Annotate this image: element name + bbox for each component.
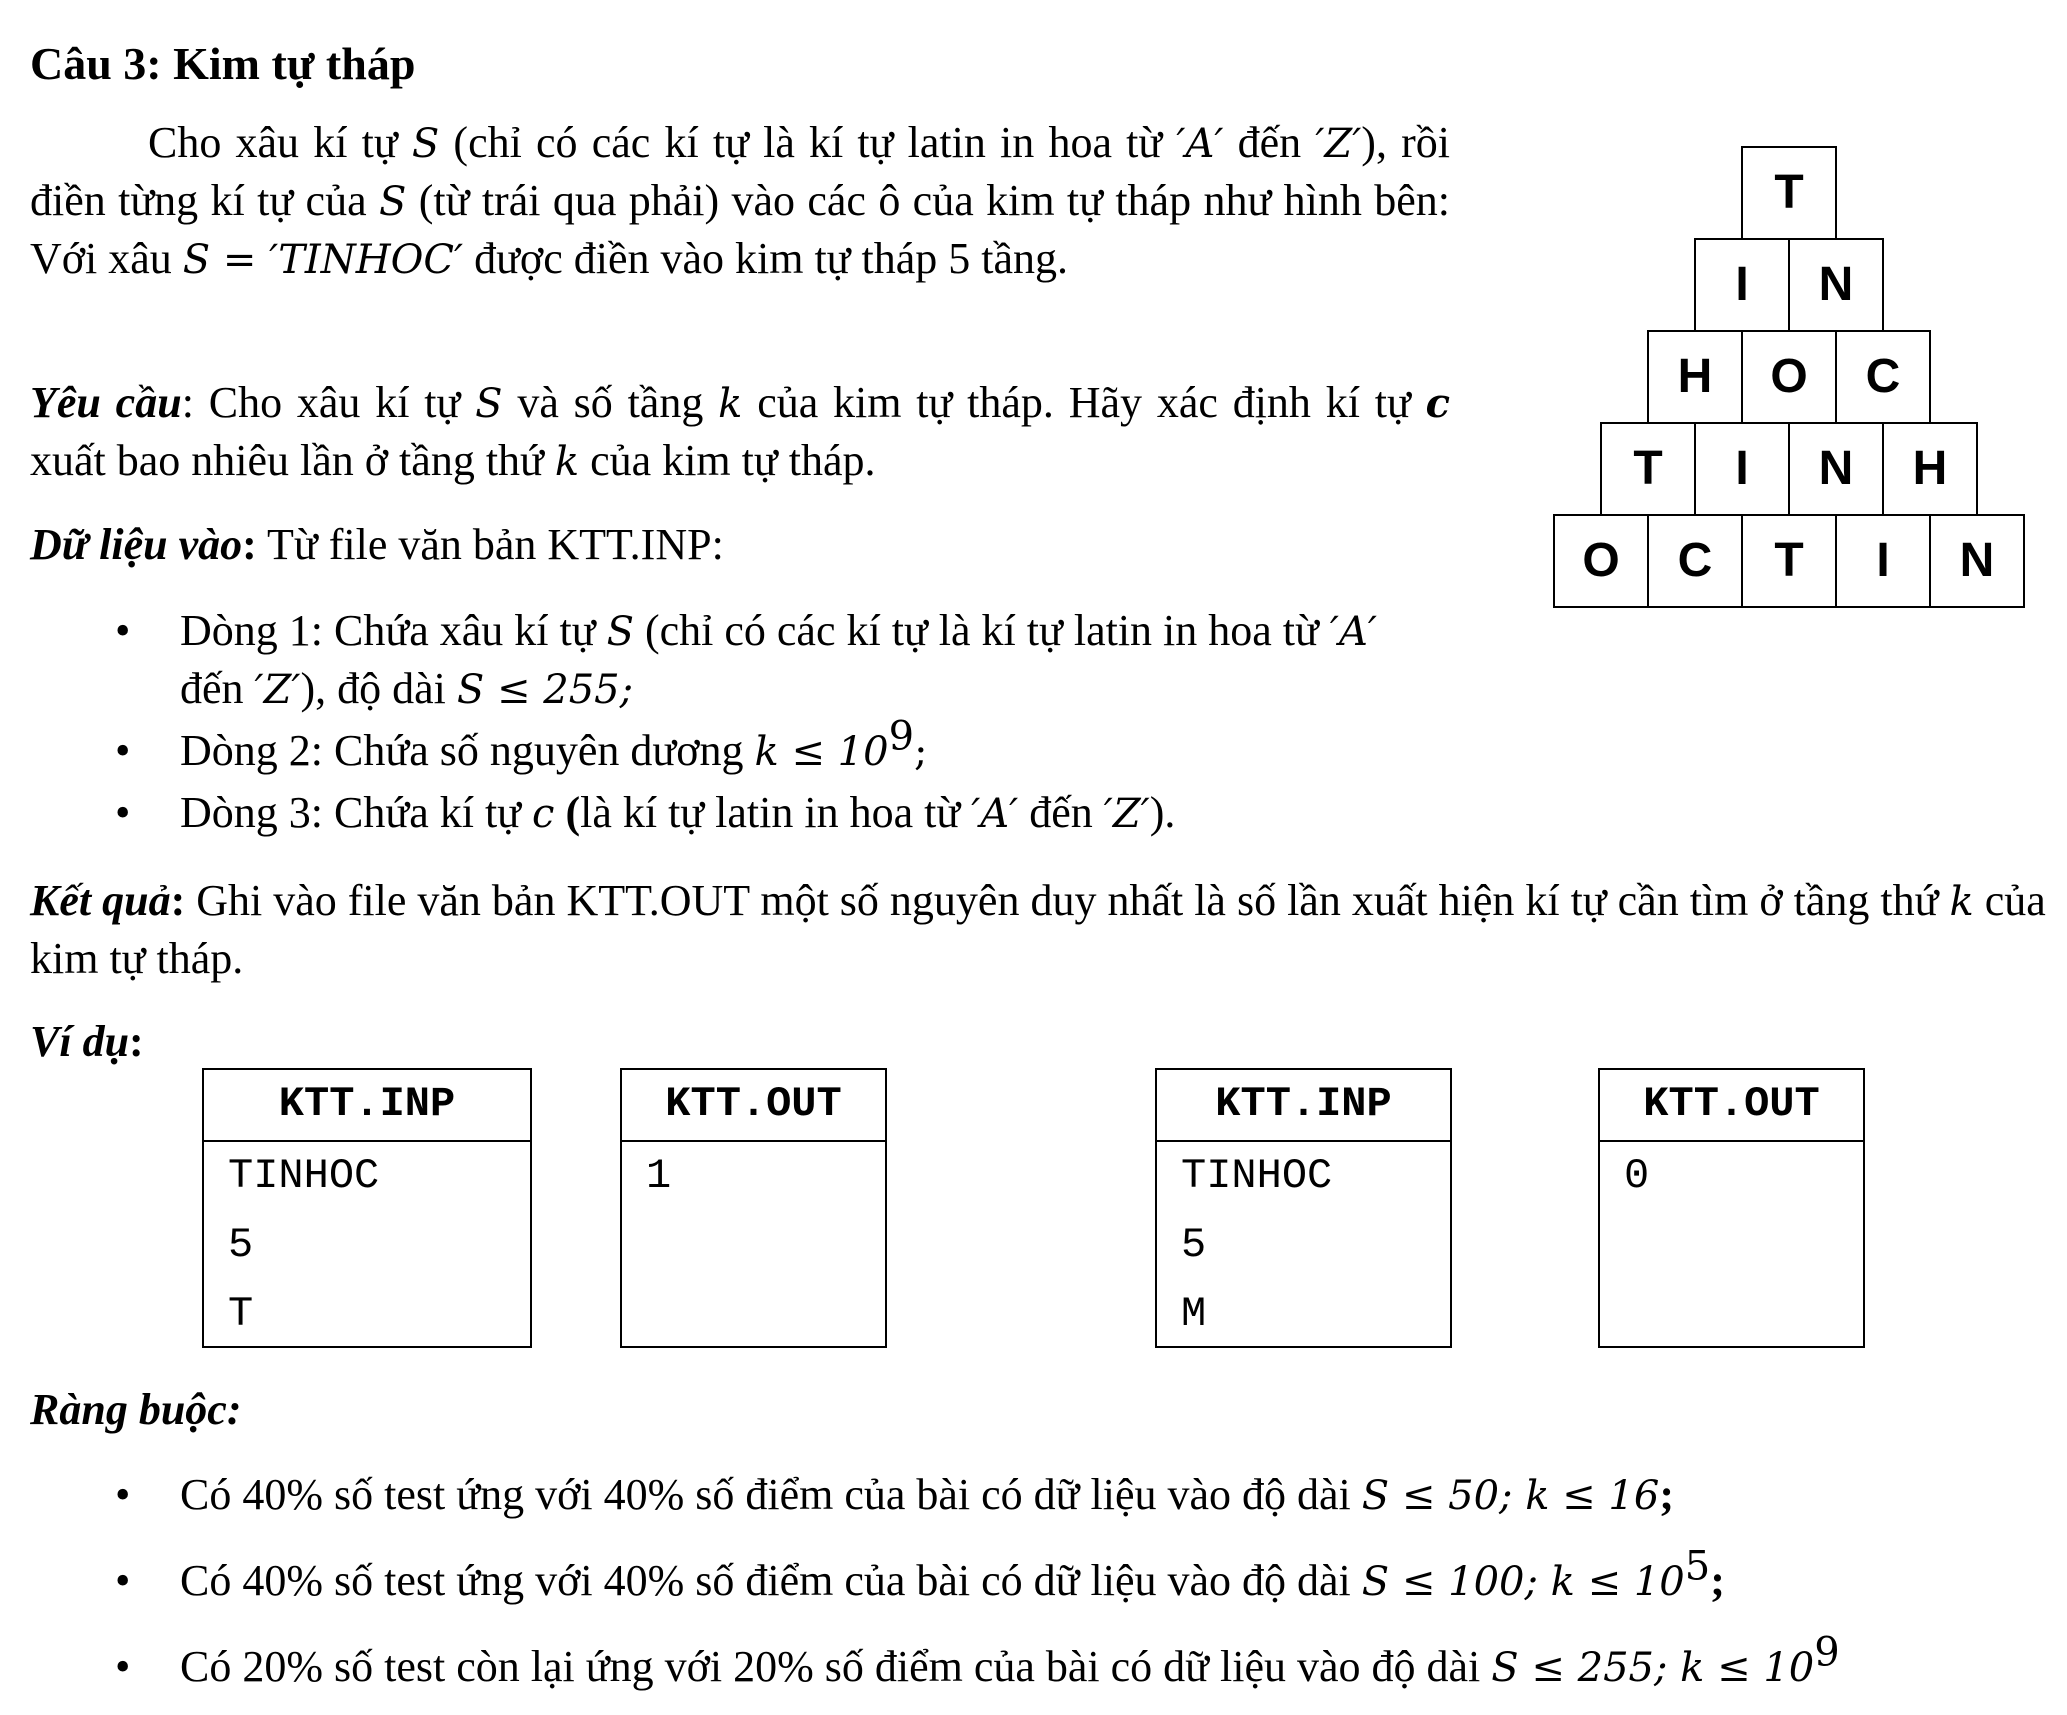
constraint-item: • Có 40% số test ứng với 40% số điểm của bài có dữ liệu vào độ dài S ≤ 50; k ≤ 16; [115,1470,1674,1519]
example-1-input-box [202,1068,532,1348]
pyramid-cell: C [1647,514,1743,608]
example-heading: Ví dụ: [30,1017,144,1066]
pyramid-cell: C [1835,330,1931,424]
pyramid-cell: O [1741,330,1837,424]
pyramid-cell: I [1694,422,1790,516]
pyramid-cell: T [1741,514,1837,608]
example-1-input-line: 5 [228,1221,254,1269]
example-2-input-line: 5 [1181,1221,1207,1269]
example-2-input-box [1155,1068,1452,1348]
pyramid-cell: H [1647,330,1743,424]
pyramid-cell: T [1741,146,1837,240]
pyramid-cell: N [1929,514,2025,608]
example-1-input-line: T [228,1290,254,1338]
pyramid-cell: H [1882,422,1978,516]
constraint-item: • Có 20% số test còn lại ứng với 20% số điểm của bài có dữ liệu vào độ dài S ≤ 255; $k \le 10^9$ [115,1629,1840,1692]
example-2-output-box [1598,1068,1865,1348]
constraint-item: • Có 40% số test ứng với 40% số điểm của bài có dữ liệu vào độ dài S ≤ 100; $k \le 10^5$; [115,1543,1725,1606]
pyramid-figure [1553,146,2033,616]
example-1-output-header: KTT.OUT [622,1070,885,1142]
input-heading: Dữ liệu vào: Từ file văn bản KTT.INP: [30,520,724,569]
input-line-1: • Dòng 1: Chứa xâu kí tự S (chỉ có các kí tự là kí tự latin in hoa từ ′A′ đến ′Z′), độ dài S ≤ 255; [115,606,1377,714]
example-2-output-line: 0 [1624,1152,1650,1200]
output-paragraph: Kết quả: Ghi vào file văn bản KTT.OUT một số nguyên duy nhất là số lần xuất hiện kí tự cần tìm ở tầng thứ k của kim tự tháp. [30,876,2046,984]
input-format-list [30,602,1450,842]
pyramid-cell: N [1788,238,1884,332]
example-2-input-header: KTT.INP [1157,1070,1450,1142]
pyramid-cell: I [1694,238,1790,332]
example-1-input-header: KTT.INP [204,1070,530,1142]
example-2-input-line: M [1181,1290,1207,1338]
input-line-3: • Dòng 3: Chứa kí tự c (là kí tự latin in hoa từ ′A′ đến ′Z′). [115,788,1176,838]
problem-title: Câu 3: Kim tự tháp [30,38,416,89]
example-1-input-line: TINHOC [228,1152,380,1200]
pyramid-cell: I [1835,514,1931,608]
request-paragraph: Yêu cầu: Cho xâu kí tự S và số tầng k của kim tự tháp. Hãy xác định kí tự c xuất bao nhiêu lần ở tầng thứ k của kim tự tháp. [30,378,1451,486]
example-2-input-line: TINHOC [1181,1152,1333,1200]
example-1-output-line: 1 [646,1152,672,1200]
pyramid-cell: T [1600,422,1696,516]
pyramid-cell: N [1788,422,1884,516]
input-line-2: • Dòng 2: Chứa số nguyên dương $k \le 10^9$; [115,713,928,776]
pyramid-cell: O [1553,514,1649,608]
example-2-output-header: KTT.OUT [1600,1070,1863,1142]
intro-paragraph: Cho xâu kí tự S (chỉ có các kí tự là kí tự latin in hoa từ ′A′ đến ′Z′), rồi điền từng kí tự của S (từ trái qua phải) vào các ô của kim tự tháp như hình bên: Với xâu S = ′TINHOC′ được điền vào kim tự tháp 5 tầng. [30,118,1450,284]
constraints-list [30,1466,2060,1696]
example-1-output-box [620,1068,887,1348]
constraints-heading: Ràng buộc: [30,1385,242,1434]
